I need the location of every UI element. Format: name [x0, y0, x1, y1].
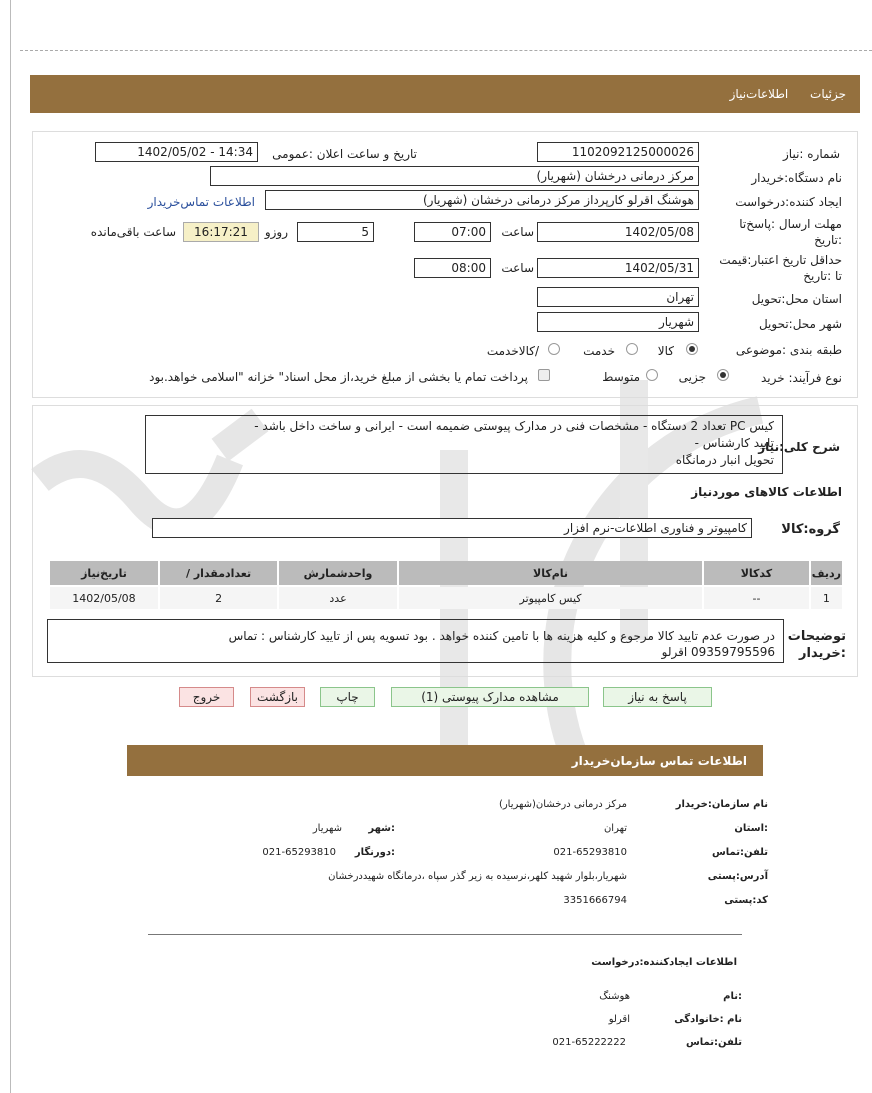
deadline-label-line2: :تاریخ — [814, 233, 842, 247]
announce-datetime-label: تاریخ و ساعت اعلان :عمومی — [272, 147, 417, 161]
creator-last-name-value: اقرلو — [608, 1014, 630, 1025]
deadline-time-field[interactable]: 07:00 — [414, 222, 491, 242]
city-field[interactable]: شهریار — [537, 312, 699, 332]
province-field[interactable]: تهران — [537, 287, 699, 307]
col-row: ردیف — [811, 561, 842, 585]
validity-date-field[interactable]: 1402/05/31 — [537, 258, 699, 278]
days-word: روزو — [264, 225, 288, 239]
category-service-label: خدمت — [583, 344, 615, 358]
process-medium-radio[interactable] — [646, 369, 658, 381]
cell-unit: عدد — [279, 587, 397, 609]
category-goods-radio[interactable] — [686, 343, 698, 355]
org-name-label: نام سازمان:خریدار — [675, 799, 768, 810]
province-label: استان محل:تحویل — [751, 292, 842, 306]
col-need-date: تاریخ‌نیاز — [50, 561, 158, 585]
category-goods-service-radio[interactable] — [548, 343, 560, 355]
remaining-days-field[interactable]: 5 — [297, 222, 374, 242]
deadline-label-line1: مهلت ارسال :پاسخ‌تا — [739, 217, 842, 231]
deadline-time-word: ساعت — [501, 225, 534, 239]
tab-need-info[interactable]: اطلاعات‌نیاز — [729, 87, 789, 101]
contact-phone-label: تلفن:تماس — [711, 847, 768, 858]
contact-postal-value: 3351666794 — [563, 895, 627, 906]
contact-divider — [148, 934, 742, 935]
city-label: شهر محل:تحویل — [758, 317, 842, 331]
goods-table — [48, 559, 844, 611]
col-goods-name: نام‌کالا — [399, 561, 702, 585]
description-label: شرح کلی:نیاز — [758, 440, 840, 454]
cell-need-date: 1402/05/08 — [50, 587, 158, 609]
process-partial-label: جزیی — [678, 370, 706, 384]
exit-button[interactable]: خروج — [179, 687, 234, 707]
contact-city-label: :شهر — [368, 823, 395, 834]
need-number-field[interactable]: 1102092125000026 — [537, 142, 699, 162]
contact-address-value: شهریار،بلوار شهید کلهر،نرسیده به زیر گذر سپاه ،درمانگاه شهیددرخشان — [328, 871, 627, 882]
table-row[interactable] — [50, 587, 842, 609]
validity-label-line2: تا :تاریخ — [803, 269, 842, 283]
request-creator-field[interactable]: هوشنگ اقرلو کارپرداز مرکز درمانی درخشان (شهریار) — [265, 190, 699, 210]
goods-table-header — [50, 561, 842, 585]
contact-phone-value: 021-65293810 — [553, 847, 627, 858]
process-partial-radio[interactable] — [717, 369, 729, 381]
cell-row: 1 — [811, 587, 842, 609]
remaining-word: ساعت باقی‌مانده — [90, 225, 176, 239]
buyer-contact-title: اطلاعات تماس سازمان‌خریدار — [571, 754, 747, 768]
creator-section-title: اطلاعات ایجادکننده:درخواست — [591, 957, 737, 968]
buyer-notes-line-1: در صورت عدم تایید کالا مرجوع و کلیه هزینه ها با تامین کننده خواهد . بود تسویه پس از تایید کارشناس : تماس — [228, 629, 775, 643]
creator-phone-value: 021-65222222 — [552, 1037, 626, 1048]
process-medium-label: متوسط — [602, 370, 640, 384]
back-button[interactable]: بازگشت — [250, 687, 305, 707]
print-button[interactable]: چاپ — [320, 687, 375, 707]
validity-label-line1: حداقل تاریخ اعتبار:قیمت — [719, 253, 842, 267]
contact-province-label: :استان — [734, 823, 768, 834]
category-goods-service-label: /کالاخدمت — [486, 344, 539, 358]
creator-first-name-value: هوشنگ — [599, 991, 630, 1002]
details-header-bar — [30, 75, 860, 113]
remaining-time-display: 16:17:21 — [183, 222, 259, 242]
buyer-contact-link[interactable]: اطلاعات تماس‌خریدار — [147, 195, 255, 209]
tab-details[interactable]: جزئیات — [810, 87, 846, 101]
contact-city-value: شهریار — [312, 823, 342, 834]
validity-time-word: ساعت — [501, 261, 534, 275]
cell-goods-code: -- — [704, 587, 809, 609]
buyer-notes-line-2: 09359795596 اقرلو — [661, 645, 775, 659]
category-service-radio[interactable] — [626, 343, 638, 355]
contact-address-label: آدرس:پستی — [707, 871, 768, 882]
buyer-org-field[interactable]: مرکز درمانی درخشان (شهریار) — [210, 166, 699, 186]
validity-time-field[interactable]: 08:00 — [414, 258, 491, 278]
treasury-label: پرداخت تمام یا بخشی از مبلغ خرید،از محل اسناد" خزانه "اسلامی خواهد.بود — [149, 370, 528, 384]
reply-button[interactable]: پاسخ به نیاز — [603, 687, 712, 707]
need-number-label: شماره :نیاز — [783, 147, 840, 161]
org-name-value: مرکز درمانی درخشان(شهریار) — [498, 799, 627, 810]
contact-province-value: تهران — [603, 823, 627, 834]
contact-fax-label: :دورنگار — [354, 847, 395, 858]
view-attachments-button[interactable]: مشاهده مدارک پیوستی (1) — [391, 687, 589, 707]
category-goods-label: کالا — [657, 344, 674, 358]
buyer-contact-header — [127, 745, 763, 776]
cell-quantity: 2 — [160, 587, 277, 609]
treasury-checkbox[interactable] — [538, 369, 550, 381]
buyer-notes-label: توضیحات :خریدار — [787, 629, 846, 661]
col-quantity: / تعدادمقدار — [160, 561, 277, 585]
contact-fax-value: 021-65293810 — [262, 847, 336, 858]
process-type-label: نوع فرآیند: خرید — [761, 371, 842, 385]
goods-group-field[interactable]: کامپیوتر و فناوری اطلاعات-نرم افزار — [152, 518, 752, 538]
buyer-notes-box — [47, 619, 784, 663]
creator-first-name-label: :نام — [723, 991, 742, 1002]
col-goods-code: کدکالا — [704, 561, 809, 585]
category-label: طبقه بندی :موضوعی — [735, 343, 842, 357]
top-divider — [20, 50, 872, 51]
description-line-3: تحویل انبار درمانگاه — [675, 453, 774, 467]
contact-postal-label: کد:پستی — [724, 895, 768, 906]
description-line-1: کیس PC تعداد 2 دستگاه - مشخصات فنی در مدارک پیوستی ضمیمه است - ایرانی و ساخت داخل باشد - — [254, 419, 774, 433]
request-creator-label: ایجاد کننده:درخواست — [735, 195, 842, 209]
creator-last-name-label: نام :خانوادگی — [674, 1014, 742, 1025]
creator-phone-label: تلفن:تماس — [685, 1037, 742, 1048]
description-line-2: تایید کارشناس - — [694, 436, 774, 450]
buyer-org-label: نام دستگاه:خریدار — [751, 171, 842, 185]
cell-goods-name: کیس کامپیوتر — [399, 587, 702, 609]
goods-section-title: اطلاعات کالاهای موردنیاز — [691, 485, 842, 499]
col-unit: واحدشمارش — [279, 561, 397, 585]
announce-datetime-field[interactable]: 1402/05/02 - 14:34 — [95, 142, 258, 162]
deadline-date-field[interactable]: 1402/05/08 — [537, 222, 699, 242]
description-box — [145, 415, 783, 474]
goods-group-label: گروه:کالا — [781, 522, 840, 537]
